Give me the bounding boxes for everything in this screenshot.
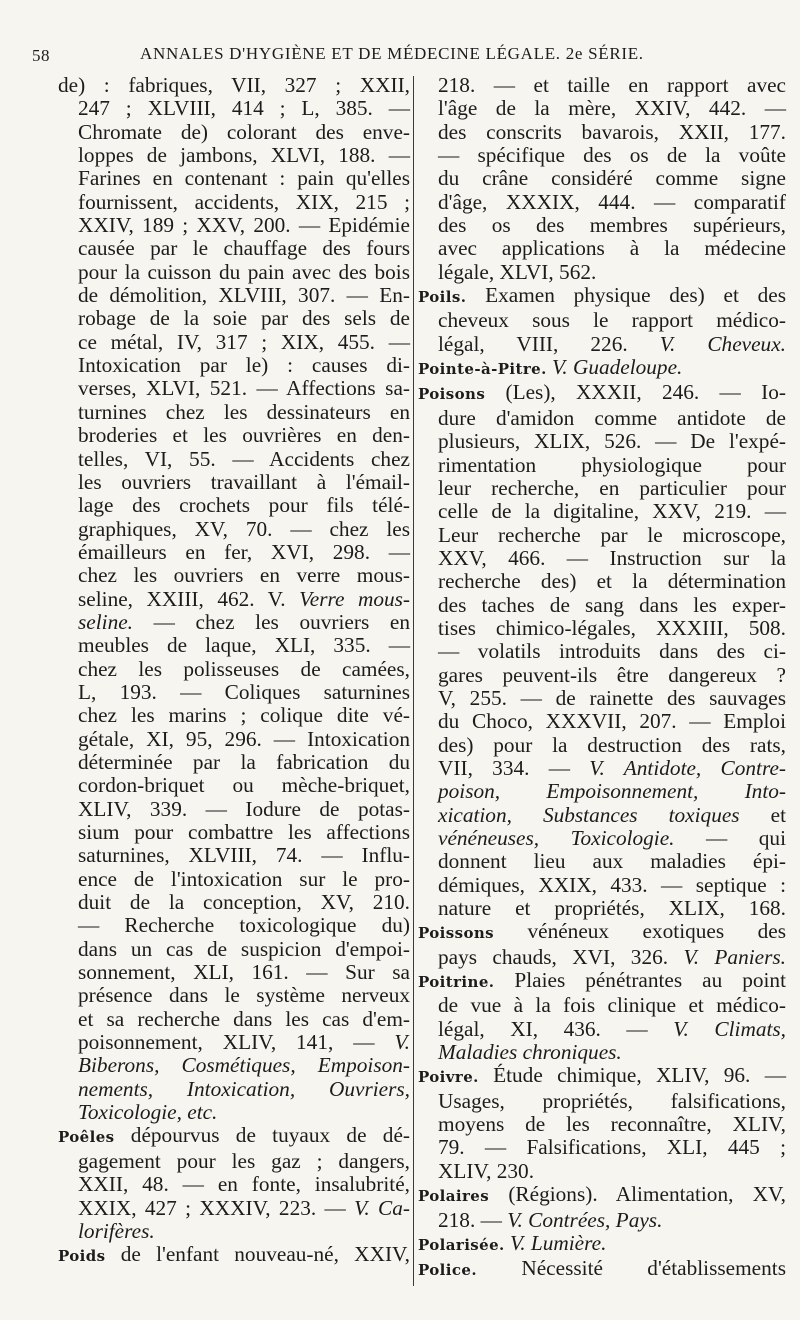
index-line [418,524,786,547]
entry-text: seline, XXIII, 462. V. [78,586,300,611]
entry-text: (Les), XXXII, 246. — Io- [485,380,786,405]
entry-text: cheveux sous le rapport médico- [438,308,786,333]
entry-text: légal, XI, 436. — [438,1016,674,1041]
entry-text: rimentation physiologique pour [438,452,786,477]
entry-text: de vue à la fois clinique et médico- [438,993,786,1018]
entry-headword: Polaires [418,1187,490,1206]
index-line [58,1173,410,1196]
index-line [418,1018,786,1041]
index-line [58,74,410,97]
entry-text: les ouvriers travaillant à l'émail- [78,469,410,494]
cross-reference-text: poison, Empoisonnement, Into- [438,779,786,804]
index-line [418,356,786,381]
entry-text: — spécifique des os de la voûte [438,143,786,168]
entry-text: Nécessité d'établissements [476,1256,786,1281]
index-line [418,284,786,309]
index-line [418,1257,786,1282]
index-line [58,237,410,260]
entry-text: loppes de jambons, XLVI, 188. — [78,143,410,168]
index-line [418,640,786,663]
index-line [58,611,410,634]
index-line [58,261,410,284]
entry-text: 218. — et taille en rapport avec [438,73,786,97]
index-line [58,424,410,447]
entry-text: Farines en contenant : pain qu'elles [78,166,410,191]
entry-text: celle de la digitaline, XXV, 219. — [438,499,786,524]
index-line [58,284,410,307]
entry-text: fournissent, accidents, XIX, 215 ; [78,189,410,214]
index-line [418,1041,786,1064]
entry-text: Plaies pénétrantes au point [494,968,786,993]
index-line [418,874,786,897]
index-line [418,780,786,803]
entry-headword: Pointe-à-Pitre. [418,360,547,379]
entry-text: XXII, 48. — en fonte, insalubrité, [78,1172,410,1197]
entry-text: gétale, XI, 95, 296. — Intoxication [78,726,410,751]
index-line [418,827,786,850]
index-line [58,1008,410,1031]
index-line [418,734,786,757]
index-line [58,681,410,704]
entry-text: — Recherche toxicologique du) [78,913,410,938]
index-line [418,381,786,406]
entry-text: XXIV, 189 ; XXV, 200. — Epidémie [78,213,410,238]
entry-text: VII, 334. — [438,755,590,780]
cross-reference-text: V. Contrées, Pays. [507,1207,663,1232]
entry-text: robage de la soie par des sels de [78,306,410,331]
index-line [418,920,786,945]
index-line [418,191,786,214]
cross-reference-text: Toxicologie, etc. [78,1100,218,1125]
index-line [418,237,786,260]
index-line [58,1243,410,1268]
entry-text: de l'enfant nouveau-né, XXIV, [105,1242,410,1267]
index-line [418,617,786,640]
index-line [418,144,786,167]
cross-reference-text: V. Lumière. [509,1230,607,1255]
entry-text: et sa recherche dans les cas d'em- [78,1006,410,1031]
entry-headword: Poitrine. [418,973,495,992]
index-line [58,704,410,727]
entry-text: — volatils introduits dans des ci- [438,639,786,664]
entry-text: sium pour combattre les affections [78,820,410,844]
index-line [418,477,786,500]
entry-text: avec applications à la médecine [438,236,786,261]
entry-text: dépourvus de tuyaux de dé- [114,1123,410,1148]
cross-reference-text: seline. [78,609,133,634]
entry-text: dans un cas de suspicion d'empoi- [78,936,410,961]
entry-headword: Polarisée. [418,1235,505,1254]
cross-reference-text: V. Antidote, Contre- [589,755,786,780]
entry-headword: Poêles [58,1128,115,1147]
cross-reference-text: V. Ca- [354,1195,410,1220]
entry-text: XXV, 466. — Instruction sur la [438,545,786,570]
cross-reference-text: vénéneuses, Toxicologie. [438,826,675,850]
entry-headword: Poissons [418,924,495,943]
index-line [58,518,410,541]
entry-text: plusieurs, XLIX, 526. — De l'expé- [438,429,786,454]
index-line [418,309,786,332]
index-line [418,969,786,994]
index-line [58,1054,410,1077]
index-line [58,121,410,144]
index-line [418,121,786,144]
entry-text: moyens de les reconnaître, XLIV, [438,1112,786,1137]
entry-text: Examen physique des) et des [466,283,786,308]
entry-text: broderies et les ouvrières en den- [78,423,410,448]
index-line [58,634,410,657]
entry-text: poisonnement, XLIV, 141, — [78,1030,395,1055]
entry-text: gares peuvent-ils être dangereux ? [438,662,786,687]
entry-text: Étude chimique, XLIV, 96. — [478,1063,786,1088]
entry-text: graphiques, XV, 70. — chez les [78,516,410,541]
index-line [418,333,786,356]
index-line [418,1136,786,1159]
entry-text: chez les polisseuses de camées, [78,656,410,681]
index-line [418,1090,786,1113]
index-line [58,97,410,120]
entry-text: chez les marins ; colique dite vé- [78,703,410,728]
index-line [58,1031,410,1054]
entry-text: du crâne considéré comme signe [438,166,786,191]
index-line [58,868,410,891]
entry-text: recherche des) et la détermination [438,569,786,594]
entry-text: — qui [674,826,786,850]
entry-text: donnent lieu aux maladies épi- [438,849,786,874]
cross-reference-text: Maladies chroniques. [438,1040,622,1065]
index-line [418,1183,786,1208]
entry-text: causée par le chauffage des fours [78,236,410,261]
entry-text: dure d'amidon comme antidote de [438,405,786,430]
index-line [58,588,410,611]
running-title: ANNALES D'HYGIÈNE ET DE MÉDECINE LÉGALE. 2e SÉRIE. [140,44,644,63]
index-line [418,850,786,873]
index-line [58,774,410,797]
index-line [58,331,410,354]
index-line [418,214,786,237]
entry-text: saturnines, XLVIII, 74. — Influ- [78,843,410,868]
index-line [58,564,410,587]
cross-reference-text: xication, Substances toxiques [438,802,740,827]
index-line [58,1101,410,1124]
index-line [418,74,786,97]
index-line [418,570,786,593]
entry-text: démiques, XXIX, 433. — septique : [438,872,786,897]
entry-text: gagement pour les gaz ; dangers, [78,1148,410,1173]
index-line [418,710,786,733]
index-line [58,144,410,167]
entry-text: nature et propriétés, XLIX, 168. [438,896,786,921]
right-index-column [418,74,786,1283]
entry-text: 218. — [438,1207,508,1232]
entry-text: pour la cuisson du pain avec des bois [78,259,410,284]
index-line [58,1078,410,1101]
index-line [418,946,786,969]
entry-text: l'âge de la mère, XXIV, 442. — [438,96,786,121]
cross-reference-text: V. Cheveux. [659,331,786,356]
index-line [418,547,786,570]
entry-text: — chez les ouvriers en [133,609,410,634]
entry-text: chez les ouvriers en verre mous- [78,563,410,588]
index-line [58,844,410,867]
entry-text: d'âge, XXXIX, 444. — comparatif [438,189,786,214]
index-line [58,938,410,961]
entry-text: de démolition, XLVIII, 307. — En- [78,283,410,308]
entry-headword: Police. [418,1261,477,1280]
entry-text: leur recherche, en particulier pour [438,475,786,500]
index-line [418,994,786,1017]
index-line [418,407,786,430]
entry-headword: Poisons [418,385,486,404]
entry-text: des os des membres supérieurs, [438,213,786,238]
entry-text: tises chimico-légales, XXXIII, 508. [438,615,786,640]
entry-text: légal, VIII, 226. [438,331,660,356]
entry-text: Chromate de) colorant des enve- [78,119,410,144]
index-line [418,1160,786,1183]
index-line [418,804,786,827]
entry-text: de) : fabriques, VII, 327 ; XXII, [58,73,410,97]
entry-text: (Régions). Alimentation, XV, [489,1182,786,1207]
index-line [58,307,410,330]
index-line [58,1150,410,1173]
index-line [418,897,786,920]
entry-text: sonnement, XLI, 161. — Sur sa [78,960,410,985]
entry-text: du Choco, XXXVII, 207. — Emploi [438,709,786,734]
cross-reference-text: V. Paniers. [683,944,786,969]
index-line [58,167,410,190]
entry-text: présence dans le système nerveux [78,983,410,1008]
cross-reference-text: V. Climats, [673,1016,786,1041]
index-line [418,261,786,284]
index-line [58,1124,410,1149]
index-line [418,167,786,190]
cross-reference-text: nements, Intoxication, Ouvriers, [78,1076,410,1101]
entry-text: et [739,802,786,827]
index-line [58,984,410,1007]
index-line [418,1232,786,1257]
entry-text: duit de la conception, XV, 210. [78,890,410,915]
index-line [418,1064,786,1089]
entry-text: verses, XLVI, 521. — Affections sa- [78,376,410,401]
index-line [418,757,786,780]
entry-headword: Poivre. [418,1068,479,1087]
index-line [418,500,786,523]
entry-text: 247 ; XLVIII, 414 ; L, 385. — [78,96,410,121]
entry-text: lage des crochets pour fils télé- [78,493,410,518]
entry-text: pays chauds, XVI, 326. [438,944,684,969]
entry-text: XXIX, 427 ; XXXIV, 223. — [78,1195,355,1220]
column-divider [413,76,414,1286]
index-line [418,594,786,617]
entry-text: turnines chez les dessinateurs en [78,399,410,424]
index-line [58,914,410,937]
cross-reference-text: lorifères. [78,1218,155,1243]
index-line [58,354,410,377]
index-line [58,728,410,751]
index-line [418,1209,786,1232]
entry-text: Usages, propriétés, falsifications, [438,1088,786,1113]
index-line [58,751,410,774]
entry-headword: Poids [58,1247,106,1266]
entry-text: XLIV, 339. — Iodure de potas- [78,796,410,821]
entry-text: XLIV, 230. [438,1158,535,1183]
entry-text: meubles de laque, XLI, 335. — [78,633,410,658]
index-line [58,541,410,564]
index-line [418,454,786,477]
entry-text: L, 193. — Coliques saturnines [78,679,410,704]
entry-text: telles, VI, 55. — Accidents chez [78,446,410,471]
cross-reference-text: Biberons, Cosmétiques, Empoison- [78,1053,410,1078]
cross-reference-text: V. Guadeloupe. [552,355,683,380]
index-line [58,961,410,984]
entry-text: 79. — Falsifications, XLI, 445 ; [438,1135,786,1160]
index-line [58,214,410,237]
index-line [58,401,410,424]
index-line [58,798,410,821]
entry-text: des conscrits bavarois, XXII, 177. [438,119,786,144]
entry-text: émailleurs en fer, XVI, 298. — [78,539,410,564]
index-line [418,664,786,687]
index-line [418,97,786,120]
index-line [58,1197,410,1220]
index-line [58,658,410,681]
entry-text: légale, XLVI, 562. [438,259,597,284]
entry-text: déterminée par la fabrication du [78,749,410,774]
index-line [418,430,786,453]
index-line [58,891,410,914]
entry-text: des) pour la destruction des rats, [438,732,786,757]
entry-text: vénéneux exotiques des [494,919,786,944]
index-line [58,1220,410,1243]
index-line [58,377,410,400]
cross-reference-text: Verre mous- [299,586,410,611]
cross-reference-text: V. [394,1030,410,1055]
index-line [58,494,410,517]
index-line [58,471,410,494]
index-line [58,821,410,844]
index-line [418,1113,786,1136]
page-number: 58 [32,46,50,65]
index-line [58,191,410,214]
index-line [418,687,786,710]
entry-text: cordon-briquet ou mèche-briquet, [78,773,410,798]
entry-text: Intoxication par le) : causes di- [78,353,410,378]
entry-text: ence de l'intoxication sur le pro- [78,866,410,891]
entry-text: ce métal, IV, 317 ; XIX, 455. — [78,329,410,354]
entry-text: des taches de sang dans les exper- [438,592,786,617]
entry-headword: Poils. [418,288,467,307]
entry-text: V, 255. — de rainette des sauvages [438,685,786,710]
index-line [58,448,410,471]
entry-text: Leur recherche par le microscope, [438,522,786,547]
left-index-column [58,74,410,1269]
